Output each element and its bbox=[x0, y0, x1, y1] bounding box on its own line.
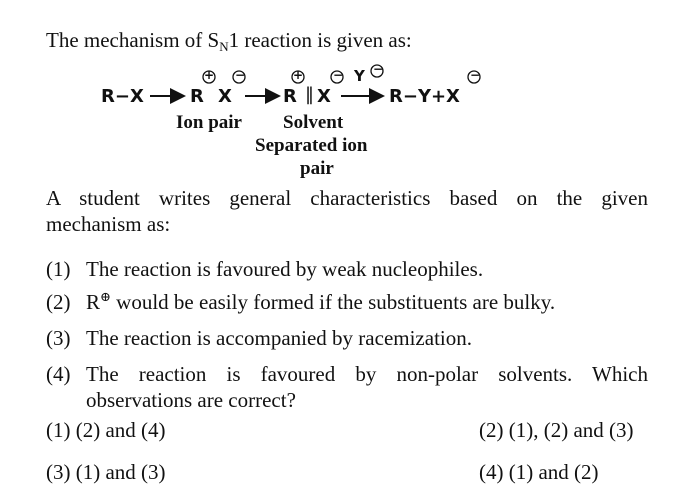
anion-x: X bbox=[218, 86, 232, 107]
solvent-divider: ‖ bbox=[305, 84, 314, 105]
observation-4-continued: observations are correct? bbox=[86, 388, 296, 412]
observation-2: (2) R⊕ would be easily formed if the substituents are bulky. bbox=[46, 289, 556, 314]
label-separated-ion: Separated ion bbox=[255, 135, 368, 156]
option-2[interactable]: (2) (1), (2) and (3) bbox=[479, 418, 634, 442]
minus-sign: − bbox=[333, 68, 344, 82]
statement-line-1: A student writes general characteristics based on the given bbox=[46, 186, 648, 210]
option-4[interactable]: (4) (1) and (2) bbox=[479, 460, 599, 484]
option-1[interactable]: (1) (2) and (4) bbox=[46, 418, 166, 442]
mechanism-arrows bbox=[0, 60, 700, 180]
reactant-rx: R−X bbox=[101, 86, 144, 107]
minus-sign: − bbox=[373, 62, 384, 76]
statement-line-2: mechanism as: bbox=[46, 212, 171, 236]
cation-r: R bbox=[190, 86, 204, 107]
nucleophile-y: Y bbox=[354, 67, 365, 85]
plus-sign: + bbox=[204, 68, 215, 82]
observation-4: (4) The reaction is favoured by non-polar solvents. Which bbox=[46, 362, 648, 386]
anion-x: X bbox=[317, 86, 331, 107]
mechanism-diagram bbox=[0, 60, 700, 180]
minus-sign: − bbox=[235, 68, 246, 82]
option-3[interactable]: (3) (1) and (3) bbox=[46, 460, 166, 484]
observation-3: (3) The reaction is accompanied by racemization. bbox=[46, 326, 472, 350]
observation-1: (1) The reaction is favoured by weak nucleophiles. bbox=[46, 257, 484, 281]
product: R−Y+X bbox=[389, 86, 460, 107]
plus-sign: + bbox=[293, 68, 304, 82]
cation-r: R bbox=[283, 86, 297, 107]
label-solvent: Solvent bbox=[283, 112, 344, 133]
label-pair: pair bbox=[300, 158, 334, 179]
question-intro: The mechanism of $S_N1$ reaction is given as: bbox=[46, 28, 412, 54]
minus-sign: − bbox=[470, 68, 481, 82]
label-ion-pair: Ion pair bbox=[176, 112, 242, 133]
